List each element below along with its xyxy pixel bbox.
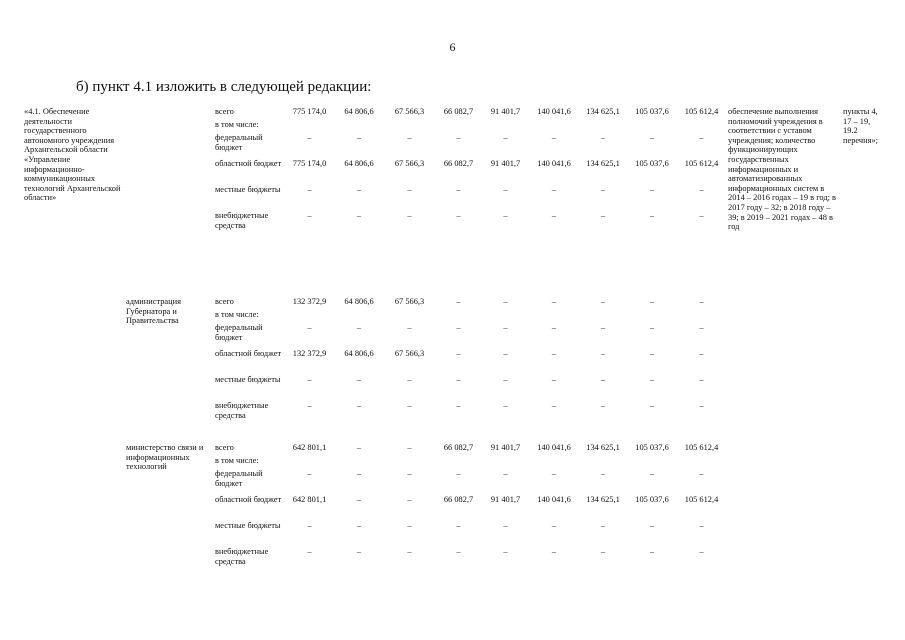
amount-cell: – — [307, 547, 312, 556]
amount-cell: – — [600, 349, 606, 358]
amount-cell: – — [503, 185, 508, 194]
list-points-cell: пункты 4, 17 – 19, 19.2 перечня»; — [843, 107, 878, 145]
amount-cell: 66 082,7 — [443, 495, 474, 504]
funding-source-cell: в том числе: — [215, 120, 259, 129]
amount-cell — [435, 120, 482, 133]
amount-cell: – — [649, 349, 655, 358]
amount-cell: 105 612,4 — [684, 495, 719, 504]
amount-cell: – — [356, 443, 362, 452]
amount-cell: – — [699, 211, 704, 220]
amount-cell: 105 037,6 — [635, 107, 669, 116]
amount-cell: – — [551, 297, 557, 306]
amount-cell — [677, 456, 726, 469]
amount-cell: – — [503, 469, 508, 478]
amount-cell: – — [407, 443, 412, 452]
funding-source-cell: всего — [215, 297, 234, 306]
amount-cell — [482, 456, 529, 469]
amount-cell — [627, 120, 677, 133]
amount-cell: – — [407, 469, 412, 478]
amount-cell: – — [649, 133, 655, 142]
amount-cell: – — [407, 495, 412, 504]
amount-cell — [334, 310, 384, 323]
amount-cell — [334, 456, 384, 469]
amount-cell: 134 625,1 — [586, 495, 620, 504]
expected-result-cell: обеспечение выполнения полномочий учреждения в соответствии с уставом учреждения; количество функционирующих государственных информационных и автоматизированных информационных систем в 2014 – 2016 годах – 19 в год; в 2017 году – 32; в 2018 году – 39; в 2019 – 2021 годах – 48 в год — [728, 107, 837, 232]
financing-table — [24, 107, 885, 573]
amount-cell: 67 566,3 — [394, 349, 425, 358]
funding-source-cell: всего — [215, 443, 234, 452]
amount-cell — [579, 310, 627, 323]
amount-cell: – — [551, 185, 557, 194]
amount-cell: 134 625,1 — [586, 159, 620, 168]
amount-cell: – — [407, 401, 412, 410]
amount-cell: – — [503, 323, 508, 332]
amount-cell: – — [307, 521, 312, 530]
funding-source-cell: федеральный бюджет — [215, 323, 263, 342]
amount-cell: – — [649, 185, 655, 194]
amount-cell: – — [600, 323, 606, 332]
amount-cell: – — [649, 469, 655, 478]
amount-cell: – — [699, 401, 704, 410]
amount-cell — [579, 456, 627, 469]
amount-cell: – — [456, 521, 461, 530]
amount-cell: – — [600, 133, 606, 142]
amount-cell: – — [407, 521, 412, 530]
funding-source-cell: внебюджетные средства — [215, 547, 269, 566]
amount-cell — [482, 310, 529, 323]
amount-cell: – — [503, 547, 508, 556]
amount-cell: – — [356, 211, 362, 220]
amount-cell: 105 612,4 — [684, 107, 719, 116]
amount-cell: – — [503, 211, 508, 220]
amount-cell: – — [600, 521, 606, 530]
executor-cell — [122, 107, 215, 297]
amount-cell: 66 082,7 — [443, 107, 474, 116]
amount-cell — [384, 310, 435, 323]
amount-cell: – — [456, 401, 461, 410]
amount-cell: 132 372,9 — [292, 349, 327, 358]
program-name-cell — [24, 297, 122, 443]
amount-cell: – — [699, 349, 704, 358]
amount-cell: – — [503, 521, 508, 530]
amount-cell — [482, 120, 529, 133]
amount-cell: – — [699, 547, 704, 556]
table-row — [24, 443, 885, 456]
amount-cell: – — [600, 211, 606, 220]
amount-cell: – — [356, 323, 362, 332]
executor-cell: администрация Губернатора и Правительства — [126, 297, 181, 326]
amount-cell: 140 041,6 — [537, 443, 571, 452]
amount-cell: – — [456, 547, 461, 556]
amount-cell: – — [699, 133, 704, 142]
amount-cell: 64 806,6 — [344, 107, 374, 116]
amount-cell: – — [503, 375, 508, 384]
funding-source-cell: всего — [215, 107, 234, 116]
amount-cell: – — [503, 297, 508, 306]
list-points-cell — [841, 443, 885, 573]
amount-cell: – — [307, 401, 312, 410]
executor-cell: министерство связи и информационных технологий — [126, 443, 204, 472]
amount-cell: – — [503, 349, 508, 358]
amount-cell: – — [307, 185, 312, 194]
amount-cell — [384, 120, 435, 133]
amount-cell: – — [699, 469, 704, 478]
amount-cell: – — [356, 185, 362, 194]
funding-source-cell: внебюджетные средства — [215, 401, 269, 420]
amount-cell: – — [600, 297, 606, 306]
amount-cell: – — [456, 211, 461, 220]
funding-source-cell: внебюджетные средства — [215, 211, 269, 230]
amount-cell: – — [600, 547, 606, 556]
amount-cell: – — [551, 211, 557, 220]
amount-cell: 134 625,1 — [586, 443, 620, 452]
amount-cell: – — [356, 521, 362, 530]
amount-cell: – — [356, 375, 362, 384]
amount-cell: 105 037,6 — [635, 495, 669, 504]
funding-source-cell: федеральный бюджет — [215, 133, 263, 152]
funding-source-cell: областной бюджет — [215, 159, 282, 168]
table-row — [24, 107, 885, 120]
amount-cell — [627, 310, 677, 323]
amount-cell: – — [649, 375, 655, 384]
amount-cell: – — [307, 211, 312, 220]
amount-cell: 64 806,6 — [344, 159, 374, 168]
amount-cell: 775 174,0 — [292, 107, 327, 116]
program-name-cell — [24, 443, 122, 573]
amount-cell: – — [551, 521, 557, 530]
amount-cell: – — [503, 133, 508, 142]
amount-cell: – — [649, 547, 655, 556]
funding-source-cell: областной бюджет — [215, 349, 282, 358]
amount-cell: 91 401,7 — [490, 443, 521, 452]
amount-cell: – — [551, 323, 557, 332]
amount-cell: – — [456, 349, 461, 358]
amount-cell: – — [356, 469, 362, 478]
amount-cell: – — [649, 297, 655, 306]
amount-cell: – — [456, 297, 461, 306]
amount-cell: – — [503, 401, 508, 410]
amount-cell: – — [307, 133, 312, 142]
amount-cell: – — [699, 521, 704, 530]
amount-cell: – — [356, 547, 362, 556]
program-name-cell: «4.1. Обеспечение деятельности государственного автономного учреждения Архангельской области «Управление информационно-коммуникационных технологий Архангельской области» — [24, 107, 121, 203]
amount-cell: – — [699, 185, 704, 194]
amount-cell: – — [407, 323, 412, 332]
amount-cell: 642 801,1 — [292, 495, 327, 504]
amount-cell: – — [407, 211, 412, 220]
amount-cell: 66 082,7 — [443, 443, 474, 452]
amount-cell: – — [649, 323, 655, 332]
amount-cell: 64 806,6 — [344, 349, 374, 358]
amount-cell: 67 566,3 — [394, 107, 425, 116]
funding-source-cell: местные бюджеты — [215, 375, 281, 384]
amount-cell: 67 566,3 — [394, 159, 425, 168]
amount-cell: – — [551, 469, 557, 478]
amount-cell: – — [551, 401, 557, 410]
expected-result-cell — [726, 297, 841, 443]
amount-cell: – — [600, 375, 606, 384]
funding-source-cell: федеральный бюджет — [215, 469, 263, 488]
amount-cell: 140 041,6 — [537, 159, 571, 168]
amount-cell: 91 401,7 — [490, 159, 521, 168]
amount-cell — [677, 120, 726, 133]
expected-result-cell — [726, 443, 841, 573]
amount-cell: 105 612,4 — [684, 159, 719, 168]
amount-cell: – — [407, 185, 412, 194]
amount-cell — [285, 456, 334, 469]
amount-cell: – — [699, 297, 704, 306]
amount-cell: – — [699, 375, 704, 384]
funding-source-cell: областной бюджет — [215, 495, 282, 504]
page-number: 6 — [449, 40, 456, 54]
amount-cell: – — [699, 323, 704, 332]
amount-cell — [334, 120, 384, 133]
amount-cell: 66 082,7 — [443, 159, 474, 168]
amount-cell — [529, 456, 579, 469]
amount-cell: – — [456, 133, 461, 142]
amount-cell: – — [456, 375, 461, 384]
amount-cell: – — [551, 133, 557, 142]
amount-cell: – — [307, 469, 312, 478]
amount-cell: – — [600, 401, 606, 410]
amount-cell: 67 566,3 — [394, 297, 425, 306]
amount-cell: 775 174,0 — [292, 159, 327, 168]
funding-source-cell: в том числе: — [215, 456, 259, 465]
amount-cell: – — [551, 547, 557, 556]
amount-cell: – — [356, 133, 362, 142]
amount-cell: 642 801,1 — [292, 443, 327, 452]
funding-source-cell: местные бюджеты — [215, 185, 281, 194]
amount-cell: – — [600, 469, 606, 478]
amount-cell: 91 401,7 — [490, 495, 521, 504]
amount-cell: 140 041,6 — [537, 107, 571, 116]
amount-cell — [384, 456, 435, 469]
amount-cell: – — [649, 211, 655, 220]
amount-cell: 105 612,4 — [684, 443, 719, 452]
table-row — [24, 297, 885, 310]
amendment-heading: б) пункт 4.1 изложить в следующей редакции: — [76, 79, 372, 95]
amount-cell: – — [307, 323, 312, 332]
amount-cell: – — [356, 495, 362, 504]
amount-cell: – — [407, 375, 412, 384]
amount-cell: – — [407, 547, 412, 556]
amount-cell: – — [649, 401, 655, 410]
amount-cell: 105 037,6 — [635, 159, 669, 168]
amount-cell: – — [356, 401, 362, 410]
amount-cell: – — [551, 349, 557, 358]
amount-cell: – — [600, 185, 606, 194]
funding-source-cell: местные бюджеты — [215, 521, 281, 530]
amount-cell: – — [649, 521, 655, 530]
amount-cell: 64 806,6 — [344, 297, 374, 306]
amount-cell: – — [407, 133, 412, 142]
amount-cell — [677, 310, 726, 323]
funding-source-cell: в том числе: — [215, 310, 259, 319]
amount-cell — [285, 310, 334, 323]
amount-cell — [435, 310, 482, 323]
list-points-cell — [841, 297, 885, 443]
amount-cell — [529, 120, 579, 133]
amount-cell: 132 372,9 — [292, 297, 327, 306]
amount-cell: 91 401,7 — [490, 107, 521, 116]
amount-cell: 105 037,6 — [635, 443, 669, 452]
amount-cell — [435, 456, 482, 469]
amount-cell: – — [456, 323, 461, 332]
amount-cell — [285, 120, 334, 133]
amount-cell: – — [551, 375, 557, 384]
amount-cell: – — [307, 375, 312, 384]
amount-cell — [627, 456, 677, 469]
amount-cell — [529, 310, 579, 323]
amount-cell — [579, 120, 627, 133]
amount-cell: – — [456, 469, 461, 478]
amount-cell: 134 625,1 — [586, 107, 620, 116]
amount-cell: – — [456, 185, 461, 194]
amount-cell: 140 041,6 — [537, 495, 571, 504]
